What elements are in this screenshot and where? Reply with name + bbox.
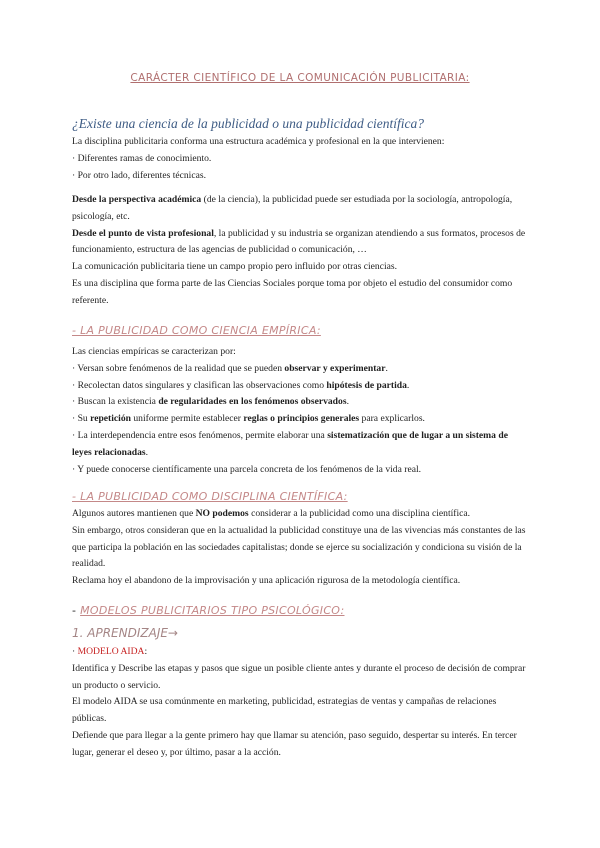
paragraph: Reclama hoy el abandono de la improvisación y una aplicación rigurosa de la metodología científica. bbox=[72, 575, 461, 587]
intro-block bbox=[72, 134, 528, 184]
paragraph: Es una disciplina que forma parte de las Ciencias Sociales porque toma por objeto el estudio del consumidor como referente. bbox=[72, 277, 513, 306]
bold-term: Desde el punto de vista profesional bbox=[72, 227, 214, 239]
perspectiva-block bbox=[72, 192, 528, 310]
list-item: · Versan sobre fenómenos de la realidad que se pueden observar y experimentar. bbox=[72, 362, 388, 374]
bold-term: Desde la perspectiva académica bbox=[72, 194, 202, 205]
paragraph: La comunicación publicitaria tiene un campo propio pero influido por otras ciencias. bbox=[72, 261, 398, 273]
aida-label: · MODELO AIDA: bbox=[72, 646, 148, 657]
list-item: · Y puede conocerse científicamente una parcela concreta de los fenómenos de la vida real. bbox=[72, 463, 422, 475]
paragraph: Defiende que para llegar a la gente primero hay que llamar su atención, paso seguido, despertar su interés. En tercer lugar, generar el deseo y, por último, pasar a la acción. bbox=[72, 729, 517, 758]
main-question: ¿Existe una ciencia de la publicidad o una publicidad científica? bbox=[72, 116, 425, 131]
empirica-block bbox=[72, 344, 528, 478]
intro-bullet: · Por otro lado, diferentes técnicas. bbox=[72, 169, 206, 181]
list-item: · Buscan la existencia de regularidades en los fenómenos observados. bbox=[72, 396, 349, 408]
list-item: · La interdependencia entre esos fenómenos, permite elaborar una sistematización que de lugar a un sistema de leyes relacionadas. bbox=[72, 429, 508, 458]
list-item: · Recolectan datos singulares y clasifican las observaciones como hipótesis de partida. bbox=[72, 379, 410, 391]
list-item: · Su repetición uniforme permite establecer reglas o principios generales para explicarlos. bbox=[72, 413, 425, 425]
paragraph: El modelo AIDA se usa comúnmente en marketing, publicidad, estrategias de ventas y campañas de relaciones públicas. bbox=[72, 696, 497, 725]
paragraph: Sin embargo, otros consideran que en la actualidad la publicidad constituye una de las vivencias más constantes de las que participa la población en las sociedades capitalistas; donde se ejerce su socialización y condiciona su visión de la realidad. bbox=[72, 524, 526, 570]
intro-line: La disciplina publicitaria conforma una estructura académica y profesional en la que intervienen: bbox=[72, 136, 445, 147]
paragraph: Algunos autores mantienen que NO podemos considerar a la publicidad como una disciplina científica. bbox=[72, 508, 471, 519]
perspectiva-academica: Desde la perspectiva académica (de la ciencia), la publicidad puede ser estudiada por la sociología, antropología, psicología, etc. bbox=[72, 194, 513, 222]
page-title: CARÁCTER CIENTÍFICO DE LA COMUNICACIÓN PUBLICITARIA: bbox=[130, 72, 470, 84]
section-heading-empirica: - LA PUBLICIDAD COMO CIENCIA EMPÍRICA: bbox=[72, 324, 321, 337]
paragraph: Las ciencias empíricas se caracterizan por: bbox=[72, 346, 236, 357]
paragraph: Identifica y Describe las etapas y pasos que sigue un posible cliente antes y durante el proceso de decisión de comprar un producto o servicio. bbox=[72, 662, 526, 691]
disciplina-block bbox=[72, 506, 528, 590]
intro-bullet: · Diferentes ramas de conocimiento. bbox=[72, 152, 212, 164]
subheading-aprendizaje: 1. APRENDIZAJE→ bbox=[72, 626, 178, 640]
section-heading-disciplina: - LA PUBLICIDAD COMO DISCIPLINA CIENTÍFICA: bbox=[72, 490, 348, 503]
perspectiva-profesional: Desde el punto de vista profesional, la publicidad y su industria se organizan atendiendo a sus formatos, procesos de funcionamiento, estructura de las agencias de publicidad o comunicación, … bbox=[72, 227, 526, 256]
modelos-block bbox=[72, 644, 528, 762]
section-heading-modelos: - MODELOS PUBLICITARIOS TIPO PSICOLÓGICO: bbox=[72, 604, 345, 617]
